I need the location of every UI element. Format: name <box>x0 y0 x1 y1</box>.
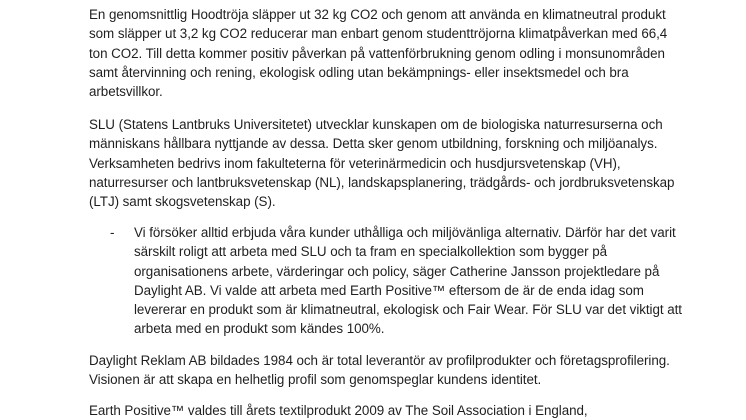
paragraph-slu-description: SLU (Statens Lantbruks Universitetet) utvecklar kunskapen om de biologiska naturresurserna och människans hållbara nyttjande av dessa. Detta sker genom utbildning, forskning och miljöanalys. Verksamheten bedrivs inom fakulteterna för veterinärmedicin och husdjursvetenskap (VH), naturresurser och lantbruksvetenskap (NL), landskapsplanering, trädgårds- och jordbruksvetenskap (LTJ) samt skogsvetenskap (S). <box>89 117 675 210</box>
paragraph-daylight-reklam: Daylight Reklam AB bildades 1984 och är total leverantör av profilprodukter och företagsprofilering. Visionen är att skapa en helhetlig profil som genomspeglar kundens identitet. <box>89 353 670 388</box>
quote-block <box>89 223 689 343</box>
quote-text: Vi försöker alltid erbjuda våra kunder uthålliga och miljövänliga alternativ. Därför har det varit särskilt roligt att arbeta med SLU och ta fram en specialkollektion som bygger på organisationens arbete, värderingar och policy, säger Catherine Jansson projektledare på Daylight AB. Vi valde att arbeta med Earth Positive™ eftersom de är de enda idag som levererar en produkt som är klimatneutral, ekologisk och Fair Wear. För SLU var det viktigt att arbeta med en produkt som kändes 100%. <box>134 225 682 337</box>
paragraph-co2-impact: En genomsnittlig Hoodtröja släpper ut 32 kg CO2 och genom att använda en klimatneutral produkt som släpper ut 3,2 kg CO2 reducerar man enbart genom studenttröjorna klimatpåverkan med 66,4 ton CO2. Till detta kommer positiv påverkan på vattenförbrukning genom odling i monsunområden samt återvinning och rening, ekologisk odling utan bekämpnings- eller insektsmedel och bra arbetsvillkor. <box>89 7 668 100</box>
quote-dash: - <box>110 225 115 240</box>
paragraph-earth-positive: Earth Positive™ valdes till årets textilprodukt 2009 av The Soil Association i England, <box>89 403 588 418</box>
